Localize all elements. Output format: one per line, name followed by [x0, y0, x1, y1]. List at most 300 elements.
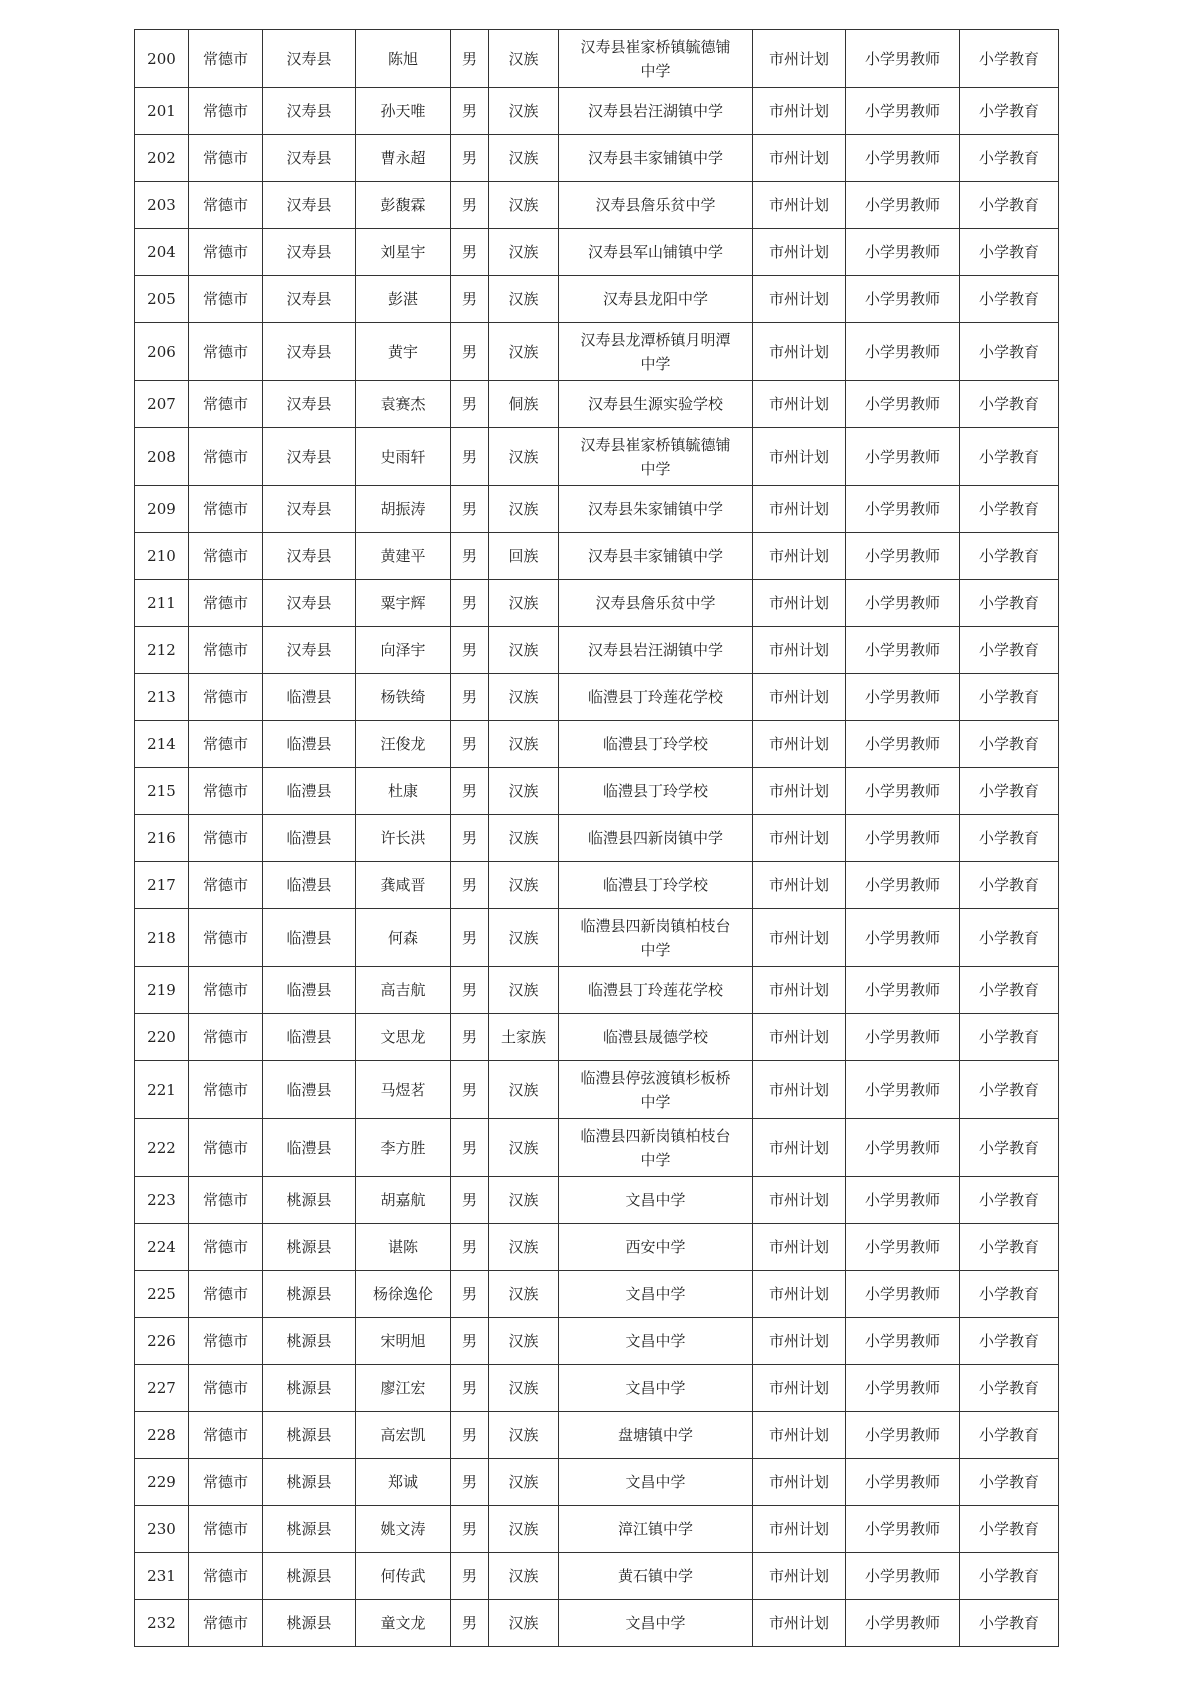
cell-gender: 男	[451, 627, 489, 674]
cell-name: 李方胜	[356, 1119, 451, 1177]
cell-gender: 男	[451, 229, 489, 276]
cell-name: 向泽宇	[356, 627, 451, 674]
cell-school: 临澧县丁玲学校	[559, 721, 753, 768]
cell-position: 小学男教师	[846, 486, 960, 533]
cell-position: 小学男教师	[846, 1061, 960, 1119]
cell-city: 常德市	[189, 182, 263, 229]
cell-gender: 男	[451, 276, 489, 323]
cell-position: 小学男教师	[846, 1600, 960, 1647]
cell-county: 桃源县	[263, 1600, 356, 1647]
cell-school: 汉寿县生源实验学校	[559, 381, 753, 428]
cell-county: 临澧县	[263, 768, 356, 815]
cell-plan-type: 市州计划	[753, 1318, 846, 1365]
cell-gender: 男	[451, 1271, 489, 1318]
cell-ethnicity: 汉族	[489, 88, 559, 135]
cell-ethnicity: 汉族	[489, 1553, 559, 1600]
cell-plan-type: 市州计划	[753, 721, 846, 768]
cell-gender: 男	[451, 1553, 489, 1600]
cell-city: 常德市	[189, 580, 263, 627]
table-row	[135, 721, 1059, 768]
cell-name: 童文龙	[356, 1600, 451, 1647]
cell-city: 常德市	[189, 381, 263, 428]
cell-ethnicity: 汉族	[489, 1412, 559, 1459]
cell-city: 常德市	[189, 229, 263, 276]
cell-major: 小学教育	[960, 627, 1059, 674]
cell-major: 小学教育	[960, 862, 1059, 909]
cell-city: 常德市	[189, 30, 263, 88]
cell-name: 黄宇	[356, 323, 451, 381]
cell-plan-type: 市州计划	[753, 135, 846, 182]
cell-school: 临澧县丁玲莲花学校	[559, 967, 753, 1014]
cell-county: 汉寿县	[263, 428, 356, 486]
table-body	[135, 30, 1059, 1647]
cell-plan-type: 市州计划	[753, 88, 846, 135]
cell-school: 临澧县丁玲学校	[559, 862, 753, 909]
cell-name: 胡振涛	[356, 486, 451, 533]
cell-row-number: 218	[135, 909, 189, 967]
table-row	[135, 1177, 1059, 1224]
table-row	[135, 182, 1059, 229]
cell-major: 小学教育	[960, 229, 1059, 276]
cell-county: 桃源县	[263, 1553, 356, 1600]
cell-position: 小学男教师	[846, 1365, 960, 1412]
cell-county: 临澧县	[263, 909, 356, 967]
cell-gender: 男	[451, 1224, 489, 1271]
cell-school: 汉寿县詹乐贫中学	[559, 580, 753, 627]
cell-school: 临澧县丁玲莲花学校	[559, 674, 753, 721]
cell-position: 小学男教师	[846, 182, 960, 229]
cell-gender: 男	[451, 580, 489, 627]
cell-row-number: 225	[135, 1271, 189, 1318]
cell-plan-type: 市州计划	[753, 276, 846, 323]
cell-county: 汉寿县	[263, 88, 356, 135]
cell-position: 小学男教师	[846, 323, 960, 381]
cell-plan-type: 市州计划	[753, 627, 846, 674]
cell-county: 汉寿县	[263, 533, 356, 580]
cell-city: 常德市	[189, 1365, 263, 1412]
cell-major: 小学教育	[960, 381, 1059, 428]
cell-major: 小学教育	[960, 135, 1059, 182]
cell-position: 小学男教师	[846, 428, 960, 486]
cell-school: 汉寿县朱家铺镇中学	[559, 486, 753, 533]
cell-major: 小学教育	[960, 30, 1059, 88]
cell-city: 常德市	[189, 768, 263, 815]
cell-major: 小学教育	[960, 276, 1059, 323]
cell-school: 临澧县四新岗镇柏枝台中学	[559, 1119, 753, 1177]
cell-position: 小学男教师	[846, 88, 960, 135]
cell-plan-type: 市州计划	[753, 182, 846, 229]
table-row	[135, 1459, 1059, 1506]
cell-major: 小学教育	[960, 674, 1059, 721]
cell-county: 临澧县	[263, 674, 356, 721]
cell-position: 小学男教师	[846, 1224, 960, 1271]
cell-row-number: 213	[135, 674, 189, 721]
cell-plan-type: 市州计划	[753, 1061, 846, 1119]
cell-city: 常德市	[189, 135, 263, 182]
cell-plan-type: 市州计划	[753, 815, 846, 862]
cell-ethnicity: 汉族	[489, 323, 559, 381]
cell-gender: 男	[451, 182, 489, 229]
cell-gender: 男	[451, 1177, 489, 1224]
cell-position: 小学男教师	[846, 815, 960, 862]
table-row	[135, 229, 1059, 276]
cell-position: 小学男教师	[846, 967, 960, 1014]
cell-county: 汉寿县	[263, 182, 356, 229]
cell-gender: 男	[451, 135, 489, 182]
cell-gender: 男	[451, 88, 489, 135]
table-row	[135, 580, 1059, 627]
cell-position: 小学男教师	[846, 135, 960, 182]
cell-row-number: 212	[135, 627, 189, 674]
cell-name: 彭湛	[356, 276, 451, 323]
cell-city: 常德市	[189, 1506, 263, 1553]
table-row	[135, 1014, 1059, 1061]
cell-ethnicity: 汉族	[489, 768, 559, 815]
cell-gender: 男	[451, 1365, 489, 1412]
table-row	[135, 1412, 1059, 1459]
table-row	[135, 1061, 1059, 1119]
cell-school: 汉寿县岩汪湖镇中学	[559, 88, 753, 135]
cell-ethnicity: 汉族	[489, 1224, 559, 1271]
cell-major: 小学教育	[960, 768, 1059, 815]
cell-row-number: 200	[135, 30, 189, 88]
table-row	[135, 1506, 1059, 1553]
cell-row-number: 215	[135, 768, 189, 815]
cell-ethnicity: 汉族	[489, 721, 559, 768]
cell-gender: 男	[451, 486, 489, 533]
cell-row-number: 214	[135, 721, 189, 768]
cell-position: 小学男教师	[846, 1014, 960, 1061]
cell-city: 常德市	[189, 486, 263, 533]
cell-county: 桃源县	[263, 1365, 356, 1412]
cell-gender: 男	[451, 428, 489, 486]
cell-position: 小学男教师	[846, 1318, 960, 1365]
cell-plan-type: 市州计划	[753, 862, 846, 909]
cell-gender: 男	[451, 30, 489, 88]
cell-name: 袁赛杰	[356, 381, 451, 428]
cell-name: 杨徐逸伦	[356, 1271, 451, 1318]
cell-gender: 男	[451, 1412, 489, 1459]
cell-county: 临澧县	[263, 1014, 356, 1061]
cell-major: 小学教育	[960, 1553, 1059, 1600]
cell-position: 小学男教师	[846, 30, 960, 88]
cell-city: 常德市	[189, 533, 263, 580]
cell-ethnicity: 汉族	[489, 428, 559, 486]
cell-county: 汉寿县	[263, 627, 356, 674]
cell-ethnicity: 汉族	[489, 815, 559, 862]
cell-gender: 男	[451, 1119, 489, 1177]
cell-ethnicity: 汉族	[489, 30, 559, 88]
cell-ethnicity: 汉族	[489, 1459, 559, 1506]
cell-city: 常德市	[189, 1459, 263, 1506]
cell-city: 常德市	[189, 88, 263, 135]
cell-ethnicity: 汉族	[489, 674, 559, 721]
cell-plan-type: 市州计划	[753, 486, 846, 533]
cell-major: 小学教育	[960, 428, 1059, 486]
table-row	[135, 1119, 1059, 1177]
cell-major: 小学教育	[960, 909, 1059, 967]
cell-name: 文思龙	[356, 1014, 451, 1061]
cell-major: 小学教育	[960, 1224, 1059, 1271]
cell-position: 小学男教师	[846, 909, 960, 967]
cell-row-number: 208	[135, 428, 189, 486]
cell-city: 常德市	[189, 1177, 263, 1224]
cell-row-number: 230	[135, 1506, 189, 1553]
cell-ethnicity: 汉族	[489, 1506, 559, 1553]
cell-major: 小学教育	[960, 1271, 1059, 1318]
table-row	[135, 533, 1059, 580]
cell-name: 杜康	[356, 768, 451, 815]
cell-ethnicity: 汉族	[489, 1318, 559, 1365]
cell-school: 文昌中学	[559, 1459, 753, 1506]
cell-school: 汉寿县丰家铺镇中学	[559, 135, 753, 182]
cell-major: 小学教育	[960, 1318, 1059, 1365]
cell-city: 常德市	[189, 428, 263, 486]
cell-county: 临澧县	[263, 862, 356, 909]
cell-county: 临澧县	[263, 721, 356, 768]
cell-school: 临澧县停弦渡镇杉板桥中学	[559, 1061, 753, 1119]
cell-gender: 男	[451, 768, 489, 815]
cell-ethnicity: 汉族	[489, 229, 559, 276]
cell-position: 小学男教师	[846, 721, 960, 768]
cell-school: 盘塘镇中学	[559, 1412, 753, 1459]
cell-school: 汉寿县丰家铺镇中学	[559, 533, 753, 580]
cell-school: 文昌中学	[559, 1365, 753, 1412]
cell-position: 小学男教师	[846, 533, 960, 580]
cell-city: 常德市	[189, 674, 263, 721]
admission-table	[134, 29, 1059, 1647]
cell-plan-type: 市州计划	[753, 1224, 846, 1271]
cell-name: 杨铁绮	[356, 674, 451, 721]
cell-name: 黄建平	[356, 533, 451, 580]
cell-gender: 男	[451, 967, 489, 1014]
cell-city: 常德市	[189, 1014, 263, 1061]
table-row	[135, 1224, 1059, 1271]
cell-city: 常德市	[189, 721, 263, 768]
table-row	[135, 323, 1059, 381]
cell-name: 陈旭	[356, 30, 451, 88]
cell-plan-type: 市州计划	[753, 909, 846, 967]
cell-row-number: 210	[135, 533, 189, 580]
cell-school: 汉寿县崔家桥镇毓德铺中学	[559, 428, 753, 486]
cell-row-number: 216	[135, 815, 189, 862]
cell-city: 常德市	[189, 1061, 263, 1119]
cell-major: 小学教育	[960, 580, 1059, 627]
cell-name: 孙天唯	[356, 88, 451, 135]
cell-county: 汉寿县	[263, 486, 356, 533]
table-row	[135, 967, 1059, 1014]
table-row	[135, 135, 1059, 182]
cell-ethnicity: 汉族	[489, 1119, 559, 1177]
cell-county: 桃源县	[263, 1506, 356, 1553]
cell-position: 小学男教师	[846, 276, 960, 323]
cell-row-number: 204	[135, 229, 189, 276]
cell-gender: 男	[451, 815, 489, 862]
cell-major: 小学教育	[960, 1177, 1059, 1224]
cell-position: 小学男教师	[846, 229, 960, 276]
cell-plan-type: 市州计划	[753, 323, 846, 381]
cell-plan-type: 市州计划	[753, 1119, 846, 1177]
cell-school: 临澧县晟德学校	[559, 1014, 753, 1061]
cell-plan-type: 市州计划	[753, 1014, 846, 1061]
cell-row-number: 209	[135, 486, 189, 533]
cell-plan-type: 市州计划	[753, 428, 846, 486]
cell-county: 汉寿县	[263, 381, 356, 428]
cell-name: 汪俊龙	[356, 721, 451, 768]
cell-row-number: 229	[135, 1459, 189, 1506]
table-row	[135, 674, 1059, 721]
cell-name: 高宏凯	[356, 1412, 451, 1459]
cell-plan-type: 市州计划	[753, 1600, 846, 1647]
cell-county: 临澧县	[263, 815, 356, 862]
table-row	[135, 1600, 1059, 1647]
cell-position: 小学男教师	[846, 1506, 960, 1553]
cell-position: 小学男教师	[846, 768, 960, 815]
cell-name: 郑诚	[356, 1459, 451, 1506]
cell-city: 常德市	[189, 1271, 263, 1318]
cell-row-number: 223	[135, 1177, 189, 1224]
table-row	[135, 909, 1059, 967]
cell-county: 临澧县	[263, 1061, 356, 1119]
cell-city: 常德市	[189, 627, 263, 674]
cell-ethnicity: 侗族	[489, 381, 559, 428]
cell-gender: 男	[451, 1600, 489, 1647]
table-row	[135, 1271, 1059, 1318]
table-row	[135, 276, 1059, 323]
cell-gender: 男	[451, 909, 489, 967]
cell-row-number: 217	[135, 862, 189, 909]
cell-city: 常德市	[189, 1224, 263, 1271]
cell-city: 常德市	[189, 323, 263, 381]
cell-major: 小学教育	[960, 533, 1059, 580]
cell-county: 桃源县	[263, 1412, 356, 1459]
cell-name: 史雨轩	[356, 428, 451, 486]
cell-school: 汉寿县龙潭桥镇月明潭中学	[559, 323, 753, 381]
cell-plan-type: 市州计划	[753, 580, 846, 627]
cell-city: 常德市	[189, 967, 263, 1014]
cell-row-number: 228	[135, 1412, 189, 1459]
cell-name: 胡嘉航	[356, 1177, 451, 1224]
cell-row-number: 206	[135, 323, 189, 381]
cell-county: 汉寿县	[263, 323, 356, 381]
cell-school: 西安中学	[559, 1224, 753, 1271]
cell-gender: 男	[451, 1318, 489, 1365]
cell-school: 汉寿县崔家桥镇毓德铺中学	[559, 30, 753, 88]
cell-major: 小学教育	[960, 1365, 1059, 1412]
table-row	[135, 88, 1059, 135]
cell-position: 小学男教师	[846, 1177, 960, 1224]
cell-ethnicity: 汉族	[489, 1271, 559, 1318]
cell-ethnicity: 土家族	[489, 1014, 559, 1061]
cell-row-number: 211	[135, 580, 189, 627]
cell-position: 小学男教师	[846, 1459, 960, 1506]
cell-name: 廖江宏	[356, 1365, 451, 1412]
cell-ethnicity: 汉族	[489, 1600, 559, 1647]
cell-gender: 男	[451, 1506, 489, 1553]
cell-major: 小学教育	[960, 486, 1059, 533]
table-row	[135, 1318, 1059, 1365]
cell-row-number: 202	[135, 135, 189, 182]
cell-major: 小学教育	[960, 323, 1059, 381]
cell-school: 汉寿县詹乐贫中学	[559, 182, 753, 229]
cell-plan-type: 市州计划	[753, 1271, 846, 1318]
cell-ethnicity: 汉族	[489, 1177, 559, 1224]
cell-county: 桃源县	[263, 1318, 356, 1365]
cell-name: 龚咸晋	[356, 862, 451, 909]
cell-plan-type: 市州计划	[753, 1177, 846, 1224]
cell-row-number: 201	[135, 88, 189, 135]
cell-position: 小学男教师	[846, 381, 960, 428]
cell-school: 文昌中学	[559, 1318, 753, 1365]
cell-ethnicity: 汉族	[489, 627, 559, 674]
cell-county: 汉寿县	[263, 135, 356, 182]
cell-school: 汉寿县军山铺镇中学	[559, 229, 753, 276]
cell-plan-type: 市州计划	[753, 674, 846, 721]
cell-school: 汉寿县岩汪湖镇中学	[559, 627, 753, 674]
cell-row-number: 221	[135, 1061, 189, 1119]
cell-plan-type: 市州计划	[753, 229, 846, 276]
cell-position: 小学男教师	[846, 580, 960, 627]
cell-position: 小学男教师	[846, 1412, 960, 1459]
cell-name: 马煜茗	[356, 1061, 451, 1119]
table-row	[135, 30, 1059, 88]
cell-city: 常德市	[189, 1412, 263, 1459]
cell-ethnicity: 汉族	[489, 276, 559, 323]
cell-city: 常德市	[189, 909, 263, 967]
cell-row-number: 232	[135, 1600, 189, 1647]
cell-row-number: 222	[135, 1119, 189, 1177]
cell-position: 小学男教师	[846, 1271, 960, 1318]
cell-school: 漳江镇中学	[559, 1506, 753, 1553]
cell-gender: 男	[451, 323, 489, 381]
cell-gender: 男	[451, 1459, 489, 1506]
table-row	[135, 862, 1059, 909]
cell-major: 小学教育	[960, 1459, 1059, 1506]
cell-ethnicity: 汉族	[489, 135, 559, 182]
table-row	[135, 1553, 1059, 1600]
cell-city: 常德市	[189, 1318, 263, 1365]
cell-county: 临澧县	[263, 967, 356, 1014]
cell-school: 文昌中学	[559, 1271, 753, 1318]
cell-plan-type: 市州计划	[753, 1506, 846, 1553]
cell-school: 文昌中学	[559, 1600, 753, 1647]
cell-school: 临澧县四新岗镇柏枝台中学	[559, 909, 753, 967]
cell-school: 黄石镇中学	[559, 1553, 753, 1600]
cell-name: 何森	[356, 909, 451, 967]
cell-plan-type: 市州计划	[753, 1459, 846, 1506]
cell-major: 小学教育	[960, 1412, 1059, 1459]
cell-gender: 男	[451, 1061, 489, 1119]
cell-city: 常德市	[189, 815, 263, 862]
cell-county: 汉寿县	[263, 30, 356, 88]
cell-name: 许长洪	[356, 815, 451, 862]
cell-row-number: 205	[135, 276, 189, 323]
cell-row-number: 219	[135, 967, 189, 1014]
cell-ethnicity: 汉族	[489, 486, 559, 533]
cell-name: 谌陈	[356, 1224, 451, 1271]
cell-name: 姚文涛	[356, 1506, 451, 1553]
cell-county: 临澧县	[263, 1119, 356, 1177]
cell-name: 宋明旭	[356, 1318, 451, 1365]
table-row	[135, 428, 1059, 486]
cell-ethnicity: 汉族	[489, 580, 559, 627]
cell-city: 常德市	[189, 276, 263, 323]
cell-city: 常德市	[189, 862, 263, 909]
cell-row-number: 207	[135, 381, 189, 428]
cell-school: 文昌中学	[559, 1177, 753, 1224]
cell-plan-type: 市州计划	[753, 1365, 846, 1412]
cell-position: 小学男教师	[846, 1553, 960, 1600]
